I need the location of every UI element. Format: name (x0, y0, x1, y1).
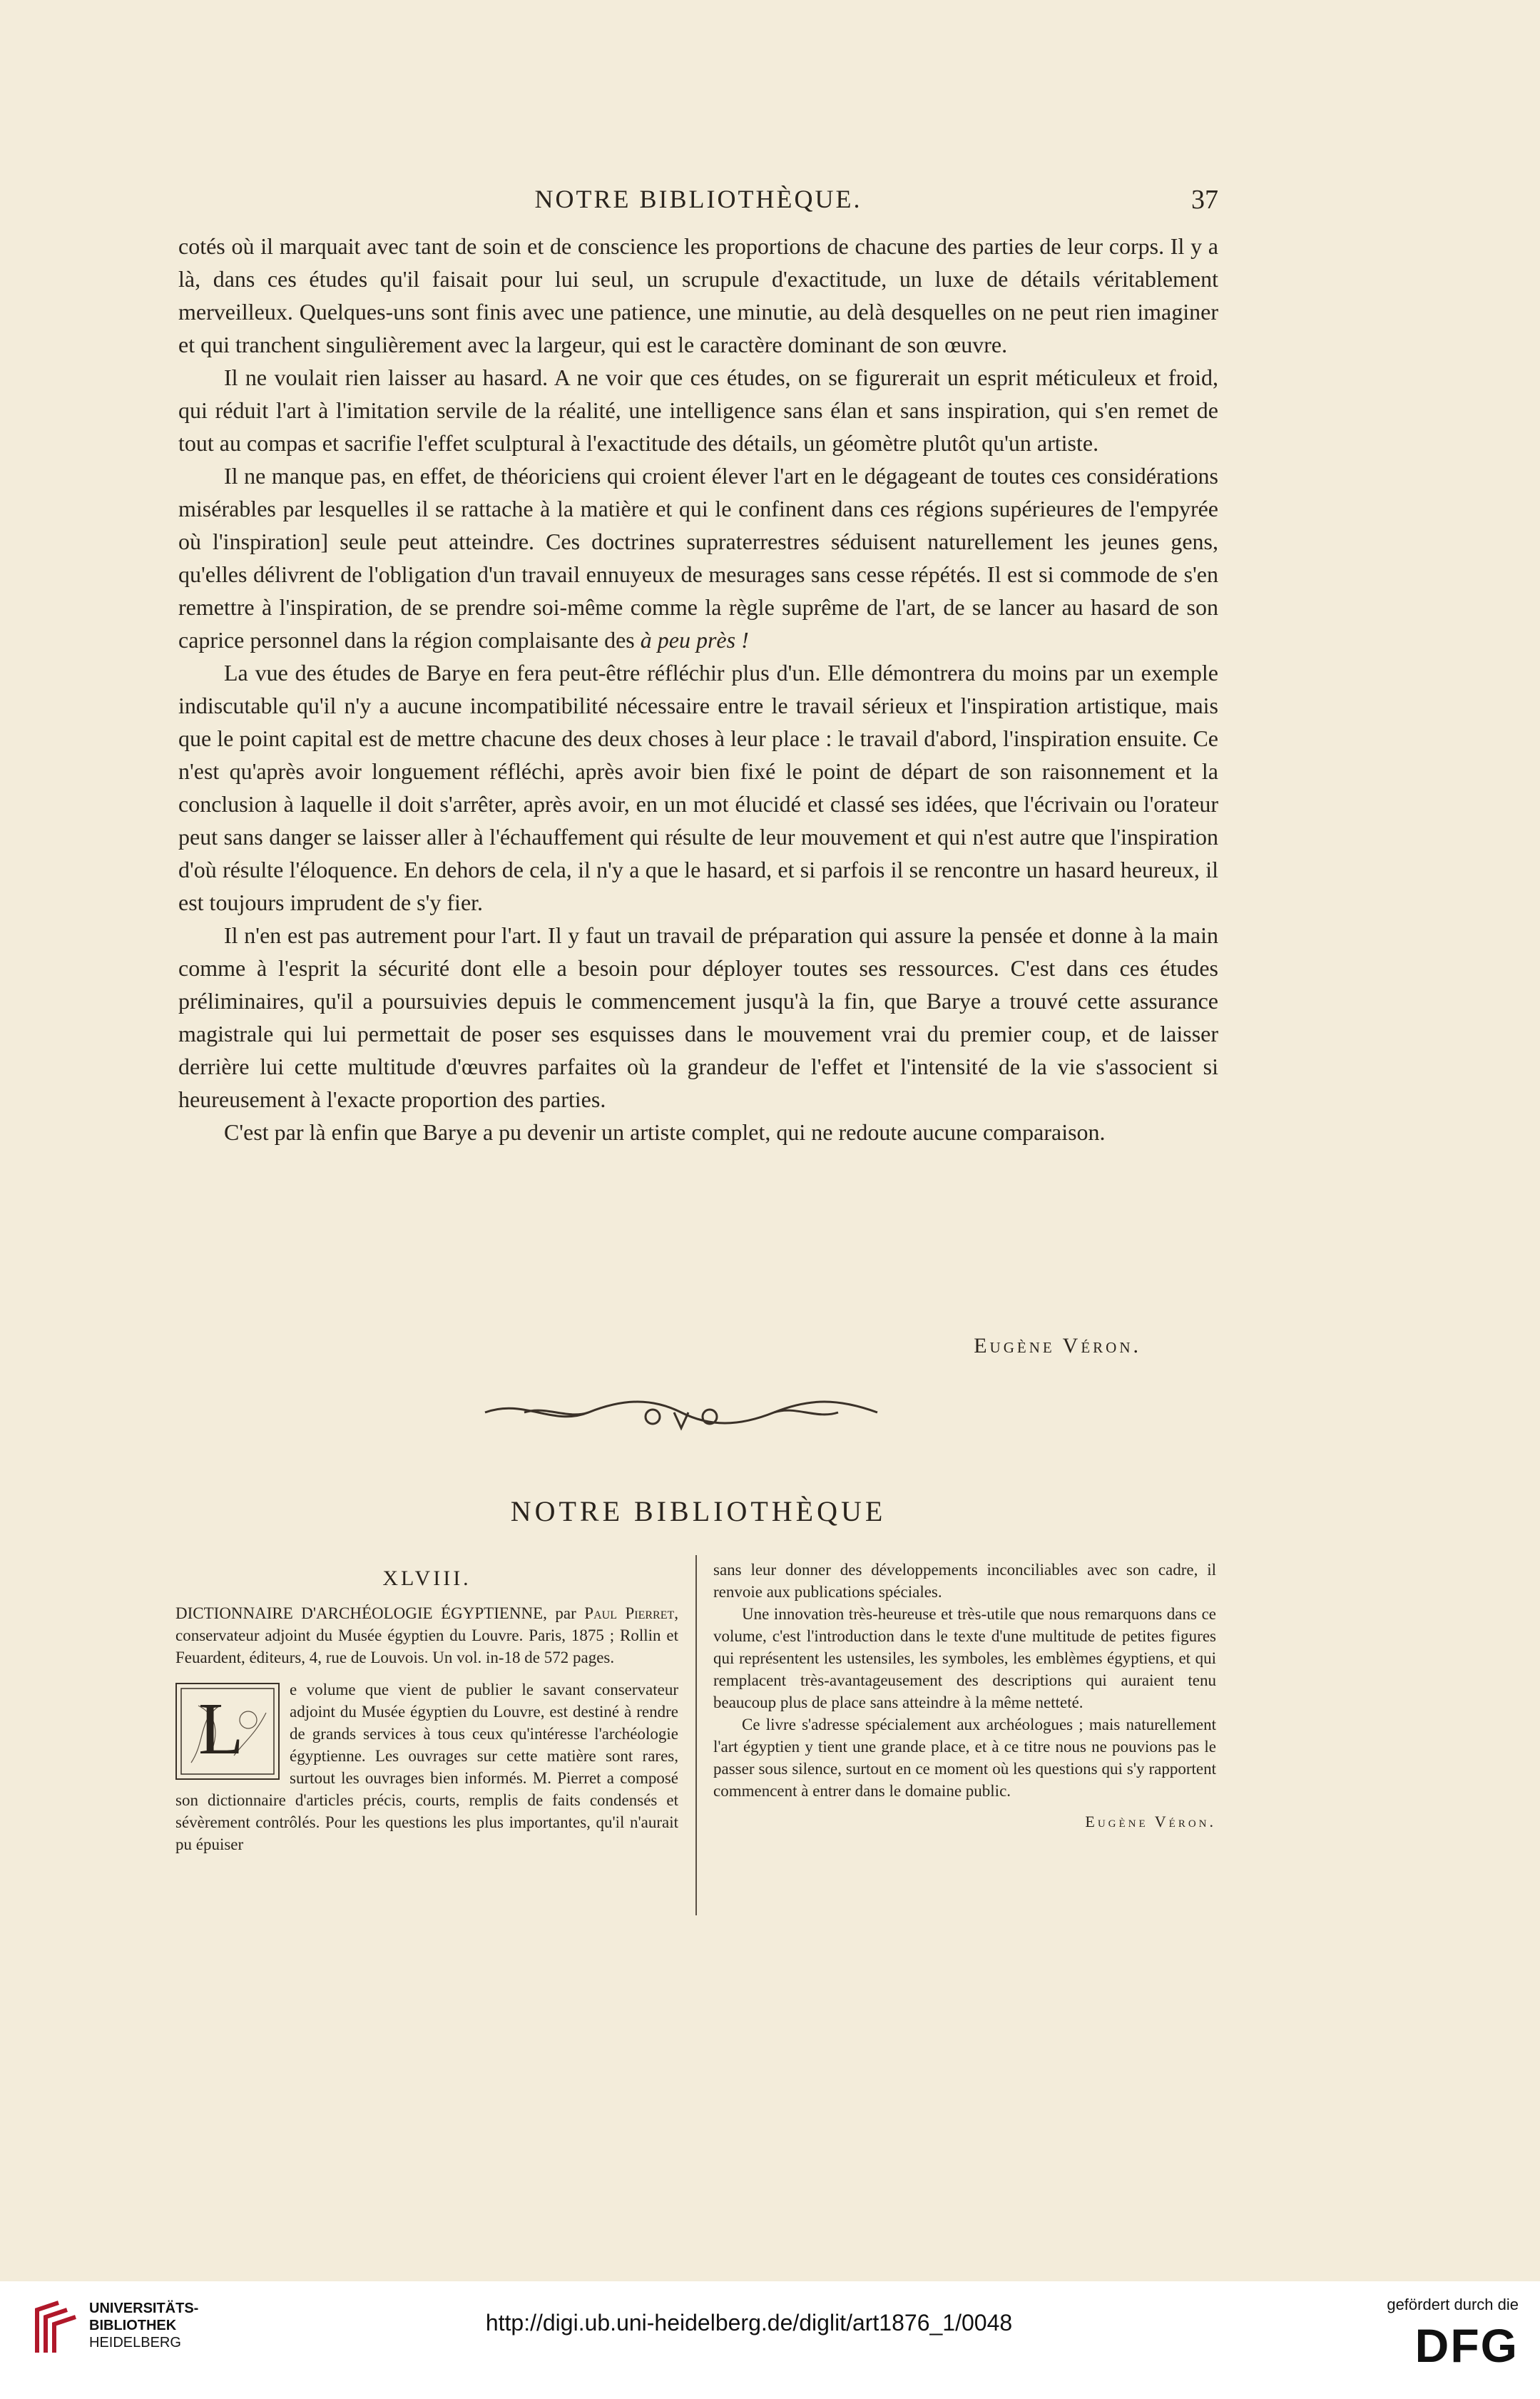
digitization-footer (0, 2281, 1540, 2399)
section-title: NOTRE BIBLIOTHÈQUE (510, 1495, 887, 1527)
funding-notice (1355, 2296, 1519, 2373)
review-paragraph: sans leur donner des développements inconciliables avec son cadre, il renvoie aux publications spéciales. (713, 1561, 1216, 1601)
running-title: NOTRE BIBLIOTHÈQUE. (534, 185, 862, 213)
university-library-name (89, 2300, 198, 2351)
paragraph-text: Il ne manque pas, en effet, de théoriciens qui croient élever l'art en le dégageant de toutes ces considérations misérables par lesquelles il se rattache à la matière et qui le confinent dans ces régions supérieures de l'empyrée où l'inspiration] seule peut atteindre. Ces doctrines supraterrestres séduisent naturellement les jeunes gens, qu'elles délivrent de l'obligation d'un travail ennuyeux de mesurages sans cesse répétés. Il est si commode de s'en remettre à l'inspiration, de se prendre soi-même comme la règle suprême de l'art, de se lancer au hasard de son caprice personnel dans la région complaisante des (178, 463, 1218, 653)
article-paragraph: cotés où il marquait avec tant de soin et de conscience les proportions de chacune des parties de leur corps. Il y a là, dans ces études qu'il faisait pour lui seul, un scrupule d'exactitude, un luxe de détails véritablement merveilleux. Quelques-uns sont finis avec une patience, une minutie, au delà desquelles on ne peut rien imaginer et qui tranchent singulièrement avec la largeur, qui est le caractère dominant de son œuvre. (178, 233, 1218, 357)
funding-label: gefördert durch die (1387, 2296, 1519, 2313)
article-paragraph: Il ne voulait rien laisser au hasard. A ne voir que ces études, on se figurerait un esprit méticuleux et froid, qui réduit l'art à l'imitation servile de la réalité, une intelligence sans élan et sans inspiration, qui s'en remet de tout au compas et sacrifie l'effet sculptural à l'exactitude des détails, un géomètre plutôt qu'un artiste. (178, 365, 1218, 456)
entry-number: XLVIII. (382, 1567, 471, 1590)
right-column (713, 1559, 1216, 1833)
dropcap-letter: L (198, 1688, 244, 1770)
decorative-ornament-icon (481, 1391, 881, 1434)
entry-title: DICTIONNAIRE D'ARCHÉOLOGIE ÉGYPTIENNE, par (175, 1604, 576, 1622)
ornamental-initial-icon (175, 1683, 280, 1780)
article-paragraph: C'est par là enfin que Barye a pu devenir un artiste complet, qui ne redoute aucune comparaison. (224, 1119, 1106, 1145)
article-paragraph (178, 459, 1218, 656)
library-line-3: HEIDELBERG (89, 2335, 181, 2350)
article-paragraph: La vue des études de Barye en fera peut-être réfléchir plus d'un. Elle démontrera du moins par un exemple indiscutable qu'il n'y a aucune incompatibilité nécessaire entre le travail sérieux et l'inspiration artistique, mais que le point capital est de mettre chacune des deux choses à leur place : le travail d'abord, l'inspiration ensuite. Ce n'est qu'après avoir longuement réfléchi, après avoir bien fixé le point de départ de son raisonnement et la conclusion à laquelle il doit s'arrêter, après avoir, en un mot élucidé et classé ses idées, que l'écrivain ou l'orateur peut sans danger se laisser aller à l'échauffement qui résulte de leur mouvement et qui n'est autre que l'inspiration d'où résulte l'éloquence. En dehors de cela, il n'y a que le hasard, et si parfois il se rencontre un hasard heureux, il est toujours imprudent de s'y fier. (178, 660, 1218, 915)
review-paragraph: Une innovation très-heureuse et très-utile que nous remarquons dans ce volume, c'est l'introduction dans le texte d'une multitude de petites figures qui représentent les ustensiles, les symboles, les emblèmes égyptiens, et qui remplacent très-avantageusement des descriptions qui auraient tenu beaucoup plus de place sans atteindre à la même netteté. (713, 1605, 1216, 1711)
entry-details: , conservateur adjoint du Musée égyptien du Louvre. Paris, 1875 ; Rollin et Feuardent, éditeurs, 4, rue de Louvois. Un vol. in-18 de 572 pages. (175, 1604, 678, 1666)
running-head (178, 184, 1218, 217)
university-library-logo-icon (30, 2296, 80, 2360)
article-signature: Eugène Véron. (974, 1334, 1141, 1358)
entry-body: e volume que vient de publier le savant conservateur adjoint du Musée égyptien du Louvre, est destiné à rendre de grands services à tous ceux qu'intéresse l'archéologie égyptienne. Les ouvrages sur cette matière sont rares, surtout les ouvrages bien informés. M. Pierret a composé son dictionnaire d'articles précis, courts, remplis de faits condensés et sévèrement contrôlés. Pour les questions les plus importantes, qu'il n'aurait pu épuiser (175, 1681, 678, 1853)
article-body (178, 230, 1218, 1148)
library-line-2: BIBLIOTHEK (89, 2318, 177, 2333)
left-column (175, 1559, 678, 1855)
entry-heading (175, 1602, 678, 1669)
dfg-logo: DFG (1414, 2319, 1519, 2372)
italic-phrase: à peu près ! (640, 627, 749, 653)
page-number: 37 (1191, 185, 1218, 215)
review-signature: Eugène Véron. (1085, 1813, 1216, 1830)
column-divider (695, 1555, 697, 1915)
entry-author: Paul Pierret (584, 1604, 675, 1622)
article-paragraph: Il n'en est pas autrement pour l'art. Il y faut un travail de préparation qui assure la pensée et donne à la main comme à l'esprit la sécurité dont elle a besoin pour déployer toutes ses ressources. C'est dans ces études préliminaires, qu'il a poursuivies depuis le commencement jusqu'à la fin, que Barye a trouvé cette assurance magistrale qui lui permettait de poser ses esquisses dans le mouvement vrai du premier coup, et de laisser derrière lui cette multitude d'œuvres parfaites où la grandeur de l'effet et l'intensité de la vie s'associent si heureusement à l'exacte proportion des parties. (178, 922, 1218, 1112)
permalink-url[interactable]: http://digi.ub.uni-heidelberg.de/diglit/art1876_1/0048 (485, 2310, 1013, 2336)
review-paragraph: Ce livre s'adresse spécialement aux archéologues ; mais naturellement l'art égyptien y tient une grande place, et à ce titre nous ne pouvions pas le passer sous silence, surtout en ce moment où les questions qui s'y rapportent commencent à entrer dans le domaine public. (713, 1716, 1216, 1800)
library-line-1: UNIVERSITÄTS- (89, 2301, 199, 2316)
